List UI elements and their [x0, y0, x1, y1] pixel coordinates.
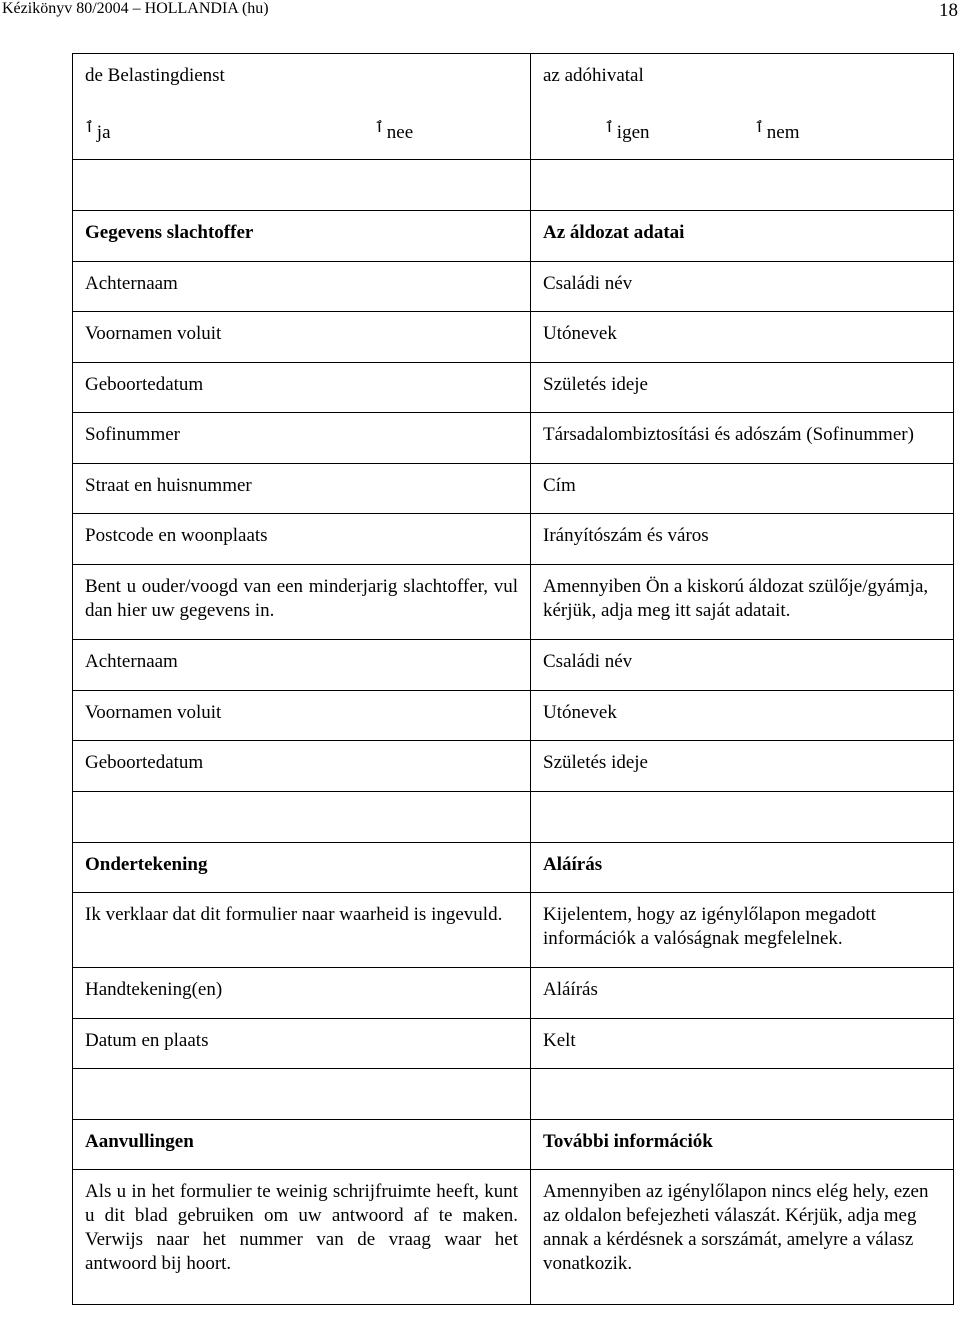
field-label: Geboortedatum: [73, 741, 531, 792]
form-row: [73, 691, 954, 741]
field-label: Postcode en woonplaats: [73, 514, 531, 565]
field-label: Születés ideje: [531, 741, 954, 792]
form-row: [73, 1019, 954, 1069]
form-row: [73, 464, 954, 514]
checkbox-label: ja: [96, 122, 111, 143]
checkbox-label: igen: [616, 122, 650, 143]
victim-heading-row: [73, 211, 954, 262]
field-label: Datum en plaats: [73, 1019, 531, 1069]
form-row: [73, 741, 954, 792]
section-heading: Aanvullingen: [73, 1120, 531, 1170]
field-label: Geboortedatum: [73, 363, 531, 413]
field-label: Handtekening(en): [73, 968, 531, 1019]
additional-text: Amennyiben az igénylőlapon nincs elég hely, ezen az oldalon befejezheti válaszát. Kérjük, adja meg annak a kérdésnek a sorszámát, amelyre a válasz vonatkozik.: [531, 1170, 954, 1305]
running-title: Kézikönyv 80/2004 – HOLLANDIA (hu): [2, 0, 269, 17]
form-row: [73, 413, 954, 464]
signature-heading-row: [73, 843, 954, 893]
form-row: [73, 363, 954, 413]
statement: Kijelentem, hogy az igénylőlapon megadott információk a valóságnak megfelelnek.: [531, 893, 954, 968]
field-label: Kelt: [531, 1019, 954, 1069]
checkbox-nee[interactable]: [375, 116, 413, 145]
checkbox-icon: ٱ: [85, 120, 94, 136]
authority-nl-cell: [73, 54, 531, 160]
field-label: Irányítószám és város: [531, 514, 954, 565]
checkbox-icon: ٱ: [375, 120, 384, 136]
guardian-note: Amennyiben Ön a kiskorú áldozat szülője/gyámja, kérjük, adja meg itt saját adatait.: [531, 565, 954, 640]
form-row: [73, 968, 954, 1019]
additional-heading-row: [73, 1120, 954, 1170]
authority-nl-options: [85, 116, 518, 145]
statement-row: [73, 893, 954, 968]
checkbox-icon: ٱ: [755, 120, 764, 136]
checkbox-label: nem: [766, 122, 800, 143]
field-label: Születés ideje: [531, 363, 954, 413]
claim-form-table: [72, 53, 954, 1305]
spacer-row: [73, 792, 954, 843]
field-label: Családi név: [531, 262, 954, 312]
form-row: [73, 262, 954, 312]
section-heading: Gegevens slachtoffer: [73, 211, 531, 262]
field-label: Utónevek: [531, 312, 954, 363]
authority-nl: de Belastingdienst: [85, 65, 225, 86]
authority-hu: az adóhivatal: [543, 65, 644, 86]
section-heading: Aláírás: [531, 843, 954, 893]
guardian-note: Bent u ouder/voogd van een minderjarig slachtoffer, vul dan hier uw gegevens in.: [73, 565, 531, 640]
field-label: Aláírás: [531, 968, 954, 1019]
field-label: Voornamen voluit: [73, 691, 531, 741]
spacer-row: [73, 1069, 954, 1120]
field-label: Achternaam: [73, 262, 531, 312]
page-header: [0, 0, 960, 28]
guardian-note-row: [73, 565, 954, 640]
checkbox-label: nee: [386, 122, 414, 143]
field-label: Társadalombiztosítási és adószám (Sofinummer): [531, 413, 954, 464]
spacer-row: [73, 160, 954, 211]
statement: Ik verklaar dat dit formulier naar waarheid is ingevuld.: [73, 893, 531, 968]
additional-text: Als u in het formulier te weinig schrijfruimte heeft, kunt u dit blad gebruiken om uw antwoord af te maken. Verwijs naar het nummer van de vraag waar het antwoord bij hoort.: [73, 1170, 531, 1305]
field-label: Straat en huisnummer: [73, 464, 531, 514]
checkbox-icon: ٱ: [605, 120, 614, 136]
form-row: [73, 514, 954, 565]
field-label: Cím: [531, 464, 954, 514]
authority-hu-options: [543, 116, 941, 145]
authority-row: [73, 54, 954, 160]
checkbox-igen[interactable]: [605, 116, 755, 145]
checkbox-nem[interactable]: [755, 116, 800, 145]
section-heading: Az áldozat adatai: [531, 211, 954, 262]
checkbox-ja[interactable]: [85, 116, 375, 145]
form-row: [73, 640, 954, 691]
section-heading: Ondertekening: [73, 843, 531, 893]
additional-text-row: [73, 1170, 954, 1305]
page-number: 18: [939, 0, 958, 21]
form-row: [73, 312, 954, 363]
field-label: Sofinummer: [73, 413, 531, 464]
section-heading: További információk: [531, 1120, 954, 1170]
field-label: Utónevek: [531, 691, 954, 741]
field-label: Voornamen voluit: [73, 312, 531, 363]
authority-hu-cell: [531, 54, 954, 160]
field-label: Családi név: [531, 640, 954, 691]
field-label: Achternaam: [73, 640, 531, 691]
